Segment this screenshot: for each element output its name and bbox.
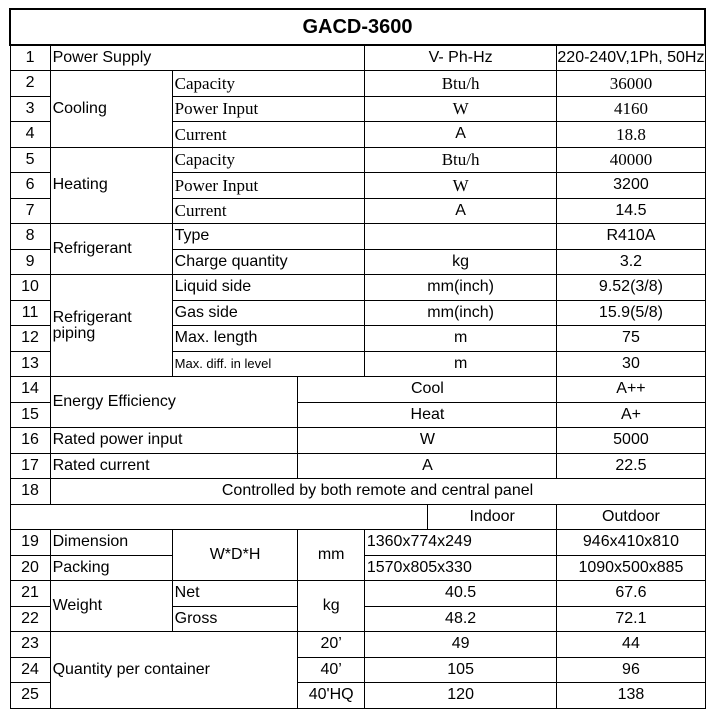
outdoor-value: 1090x500x885 bbox=[557, 555, 705, 581]
row-number: 2 bbox=[10, 71, 50, 97]
row-label: Capacity bbox=[172, 71, 364, 97]
group-label-line: Refrigerant bbox=[52, 308, 132, 326]
row-number: 9 bbox=[10, 249, 50, 275]
outdoor-value: 946x410x810 bbox=[557, 530, 705, 556]
row-unit: W bbox=[364, 173, 557, 199]
row-label: Power Input bbox=[172, 173, 364, 199]
table-row bbox=[10, 479, 705, 505]
row-label: Type bbox=[172, 224, 364, 250]
table-row bbox=[10, 453, 705, 479]
row-unit: A bbox=[364, 122, 557, 148]
table-title: GACD-3600 bbox=[10, 9, 705, 45]
outdoor-value: 44 bbox=[557, 632, 705, 658]
row-unit: m bbox=[364, 351, 557, 377]
table-row bbox=[10, 428, 705, 454]
row-unit: V- Ph-Hz bbox=[364, 45, 557, 71]
row-number: 23 bbox=[10, 632, 50, 658]
row-number: 17 bbox=[10, 453, 50, 479]
outdoor-value: 96 bbox=[557, 657, 705, 683]
row-value: R410A bbox=[557, 224, 705, 250]
row-unit bbox=[364, 224, 557, 250]
table-row bbox=[10, 275, 705, 301]
row-value: 3200 bbox=[557, 173, 705, 199]
row-label: Max. diff. in level bbox=[172, 351, 364, 377]
indoor-value: 1570x805x330 bbox=[364, 555, 557, 581]
row-label: Rated power input bbox=[50, 428, 298, 454]
row-value: 15.9(5/8) bbox=[557, 300, 705, 326]
container-type: 20’ bbox=[298, 632, 364, 658]
row-unit: A bbox=[364, 198, 557, 224]
row-value: 3.2 bbox=[557, 249, 705, 275]
outdoor-value: 67.6 bbox=[557, 581, 705, 607]
table-header-row bbox=[10, 504, 705, 530]
row-unit: m bbox=[364, 326, 557, 352]
outdoor-value: 72.1 bbox=[557, 606, 705, 632]
table-row bbox=[10, 581, 705, 607]
indoor-value: 105 bbox=[364, 657, 557, 683]
row-number: 8 bbox=[10, 224, 50, 250]
header-spacer bbox=[10, 504, 427, 530]
row-unit: Btu/h bbox=[364, 71, 557, 97]
row-unit: mm(inch) bbox=[364, 300, 557, 326]
control-note: Controlled by both remote and central panel bbox=[50, 479, 705, 505]
indoor-value: 40.5 bbox=[364, 581, 557, 607]
indoor-value: 48.2 bbox=[364, 606, 557, 632]
column-header-indoor: Indoor bbox=[427, 504, 556, 530]
row-number: 24 bbox=[10, 657, 50, 683]
row-label: Heat bbox=[298, 402, 557, 428]
row-value: 36000 bbox=[557, 71, 705, 97]
row-number: 22 bbox=[10, 606, 50, 632]
row-unit: W bbox=[364, 96, 557, 122]
group-label-heating: Heating bbox=[50, 147, 172, 224]
row-number: 25 bbox=[10, 683, 50, 709]
row-label: Packing bbox=[50, 555, 172, 581]
table-row bbox=[10, 71, 705, 97]
indoor-value: 49 bbox=[364, 632, 557, 658]
row-number: 21 bbox=[10, 581, 50, 607]
row-value: 9.52(3/8) bbox=[557, 275, 705, 301]
table-row bbox=[10, 377, 705, 403]
table-row bbox=[10, 530, 705, 556]
row-unit: A bbox=[298, 453, 557, 479]
row-number: 5 bbox=[10, 147, 50, 173]
row-value: A++ bbox=[557, 377, 705, 403]
row-value: 5000 bbox=[557, 428, 705, 454]
group-label-refrigerant-piping bbox=[50, 275, 172, 377]
row-number: 1 bbox=[10, 45, 50, 71]
row-number: 4 bbox=[10, 122, 50, 148]
row-label: Power Supply bbox=[50, 45, 364, 71]
row-label: Liquid side bbox=[172, 275, 364, 301]
container-type: 40’ bbox=[298, 657, 364, 683]
row-unit: kg bbox=[364, 249, 557, 275]
table-row bbox=[10, 224, 705, 250]
row-unit: mm(inch) bbox=[364, 275, 557, 301]
table-row bbox=[10, 45, 705, 71]
indoor-value: 120 bbox=[364, 683, 557, 709]
row-value: 18.8 bbox=[557, 122, 705, 148]
row-number: 11 bbox=[10, 300, 50, 326]
row-number: 15 bbox=[10, 402, 50, 428]
dimension-param: W*D*H bbox=[172, 530, 298, 581]
group-label-weight: Weight bbox=[50, 581, 172, 632]
group-label-refrigerant: Refrigerant bbox=[50, 224, 172, 275]
row-value: 75 bbox=[557, 326, 705, 352]
row-unit: Btu/h bbox=[364, 147, 557, 173]
spec-table bbox=[9, 8, 706, 709]
column-header-outdoor: Outdoor bbox=[557, 504, 705, 530]
row-value: A+ bbox=[557, 402, 705, 428]
row-value: 14.5 bbox=[557, 198, 705, 224]
row-number: 19 bbox=[10, 530, 50, 556]
row-label: Rated current bbox=[50, 453, 298, 479]
row-unit: kg bbox=[298, 581, 364, 632]
group-label-line: piping bbox=[52, 324, 96, 342]
row-label: Gross bbox=[172, 606, 298, 632]
table-row bbox=[10, 632, 705, 658]
container-type: 40'HQ bbox=[298, 683, 364, 709]
row-number: 13 bbox=[10, 351, 50, 377]
row-label: Charge quantity bbox=[172, 249, 364, 275]
table-row bbox=[10, 147, 705, 173]
group-label-quantity-per-container: Quantity per container bbox=[50, 632, 298, 709]
title-row bbox=[10, 9, 705, 45]
row-label: Gas side bbox=[172, 300, 364, 326]
group-label-energy-efficiency: Energy Efficiency bbox=[50, 377, 298, 428]
row-value: 30 bbox=[557, 351, 705, 377]
row-number: 7 bbox=[10, 198, 50, 224]
row-number: 18 bbox=[10, 479, 50, 505]
row-unit: mm bbox=[298, 530, 364, 581]
row-label: Cool bbox=[298, 377, 557, 403]
row-label: Current bbox=[172, 122, 364, 148]
row-value: 4160 bbox=[557, 96, 705, 122]
row-number: 10 bbox=[10, 275, 50, 301]
indoor-value: 1360x774x249 bbox=[364, 530, 557, 556]
row-number: 12 bbox=[10, 326, 50, 352]
row-label: Power Input bbox=[172, 96, 364, 122]
outdoor-value: 138 bbox=[557, 683, 705, 709]
row-value: 40000 bbox=[557, 147, 705, 173]
row-number: 16 bbox=[10, 428, 50, 454]
row-unit: W bbox=[298, 428, 557, 454]
row-number: 14 bbox=[10, 377, 50, 403]
row-label: Dimension bbox=[50, 530, 172, 556]
row-label: Net bbox=[172, 581, 298, 607]
row-value: 22.5 bbox=[557, 453, 705, 479]
row-label: Capacity bbox=[172, 147, 364, 173]
row-label: Max. length bbox=[172, 326, 364, 352]
row-number: 20 bbox=[10, 555, 50, 581]
row-label: Current bbox=[172, 198, 364, 224]
group-label-cooling: Cooling bbox=[50, 71, 172, 148]
row-value: 220-240V,1Ph, 50Hz bbox=[557, 45, 705, 71]
row-number: 3 bbox=[10, 96, 50, 122]
row-number: 6 bbox=[10, 173, 50, 199]
